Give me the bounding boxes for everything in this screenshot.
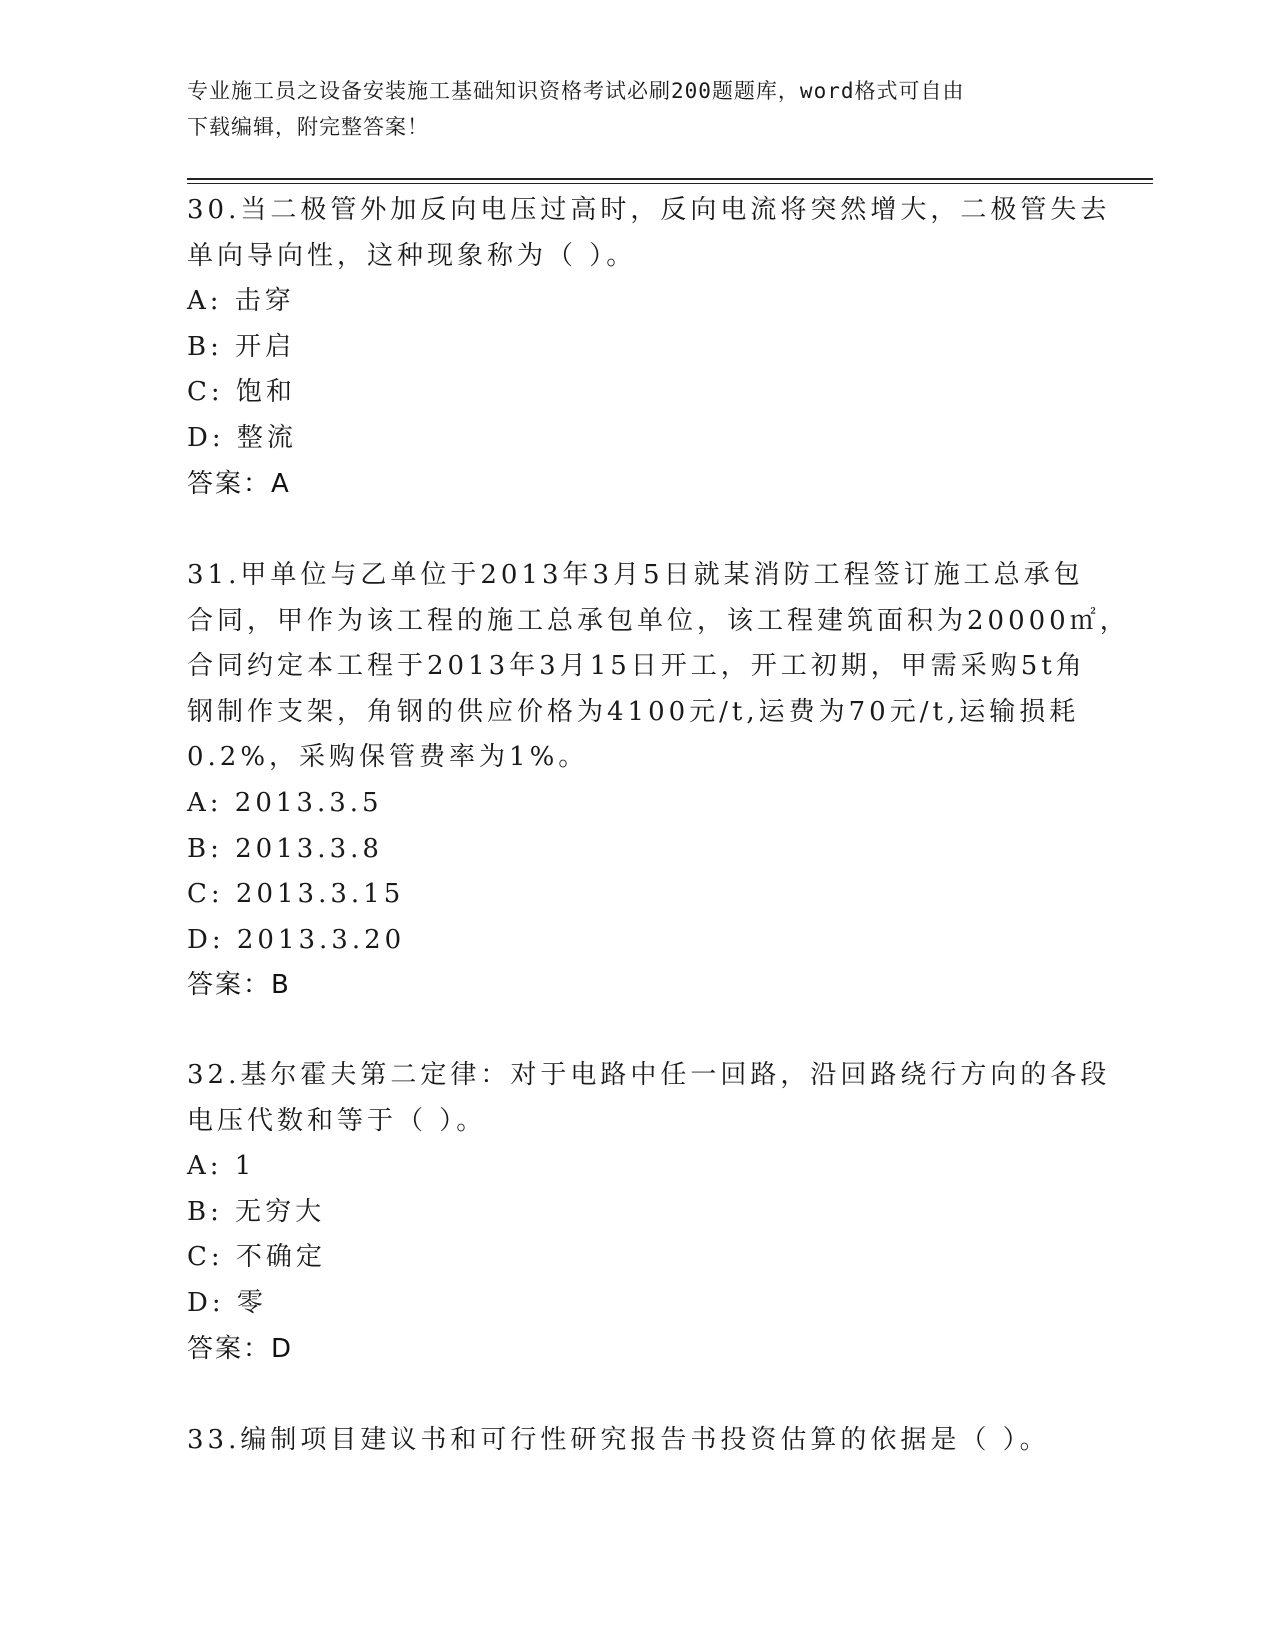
question-31 bbox=[187, 553, 1130, 1009]
question-32 bbox=[187, 1053, 1111, 1372]
option-c: C: 不确定 bbox=[187, 1242, 326, 1273]
option-a: A: 2013.3.5 bbox=[187, 787, 383, 818]
question-text-line: 32.基尔霍夫第二定律：对于电路中任一回路，沿回路绕行方向的各段 bbox=[187, 1060, 1111, 1090]
option-c: C: 2013.3.15 bbox=[187, 879, 405, 910]
question-text-line: 电压代数和等于（ ）。 bbox=[187, 1105, 487, 1136]
question-text-line: 单向导向性，这种现象称为（ ）。 bbox=[187, 240, 637, 271]
header-line-2: 下载编辑，附完整答案！ bbox=[187, 115, 429, 139]
question-text-line: 33.编制项目建议书和可行性研究报告书投资估算的依据是（ ）。 bbox=[187, 1425, 1050, 1455]
question-33 bbox=[187, 1418, 1087, 1464]
question-text-line: 0.2%，采购保管费率为1%。 bbox=[187, 742, 589, 773]
option-d: D: 2013.3.20 bbox=[187, 924, 406, 955]
option-b: B: 开启 bbox=[187, 331, 296, 362]
question-text-line: 合同约定本工程于2013年3月15日开工，开工初期，甲需采购5t角 bbox=[187, 651, 1086, 682]
question-text-line: 钢制作支架，角钢的供应价格为4100元/t,运费为70元/t,运输损耗 bbox=[187, 696, 1080, 727]
header-divider-thin bbox=[187, 183, 1153, 184]
question-text-line: 30.当二极管外加反向电压过高时，反向电流将突然增大，二极管失去 bbox=[187, 195, 1111, 225]
question-text-line: 31.甲单位与乙单位于2013年3月5日就某消防工程签订施工总承包 bbox=[187, 560, 1084, 590]
question-text-line: 合同，甲作为该工程的施工总承包单位，该工程建筑面积为20000㎡， bbox=[187, 605, 1130, 636]
option-d: D: 零 bbox=[187, 1287, 267, 1318]
option-c: C: 饱和 bbox=[187, 377, 296, 408]
header-divider-thick bbox=[187, 178, 1153, 180]
option-d: D: 整流 bbox=[187, 422, 297, 453]
answer-line: 答案：B bbox=[187, 970, 291, 1001]
document-header bbox=[187, 73, 1067, 145]
answer-line: 答案：D bbox=[187, 1333, 294, 1364]
option-a: A: 击穿 bbox=[187, 286, 295, 317]
option-b: B: 无穷大 bbox=[187, 1196, 326, 1227]
question-30 bbox=[187, 188, 1111, 507]
option-a: A: 1 bbox=[187, 1151, 256, 1182]
answer-line: 答案：A bbox=[187, 468, 291, 499]
option-b: B: 2013.3.8 bbox=[187, 833, 383, 864]
header-line-1: 专业施工员之设备安装施工基础知识资格考试必刷200题题库，word格式可自由 bbox=[187, 79, 965, 103]
